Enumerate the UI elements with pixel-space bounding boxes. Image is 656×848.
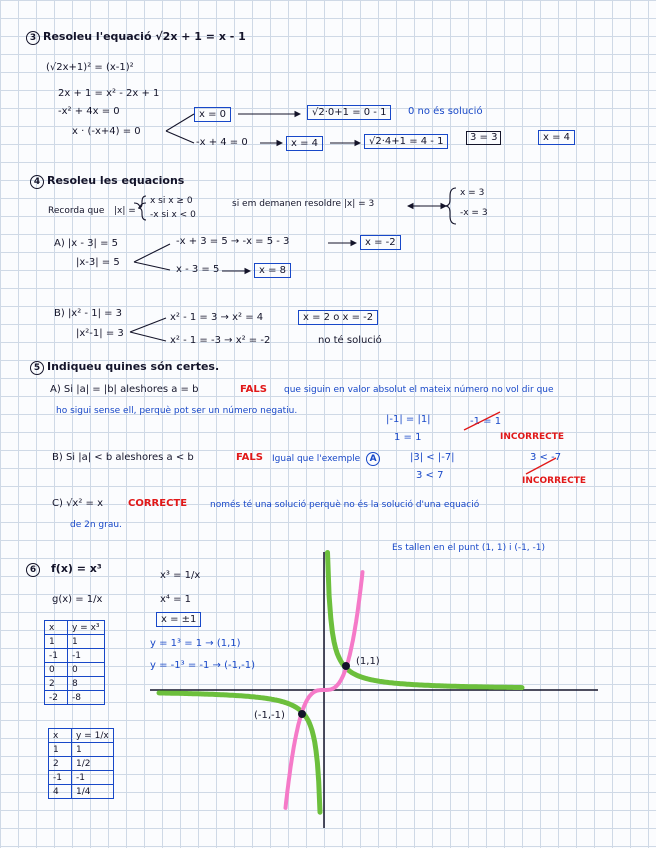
statement-a-verdict: FALS bbox=[240, 384, 267, 395]
abs-example: si em demanen resoldre |x| = 3 bbox=[232, 199, 375, 209]
check-x4-box: √2·4+1 = 4 - 1 bbox=[364, 134, 448, 149]
point-label-positive: (1,1) bbox=[356, 656, 380, 667]
table-cell: 1 bbox=[72, 743, 114, 757]
table-cell: -1 bbox=[68, 649, 105, 663]
step-simplify: -x² + 4x = 0 bbox=[58, 106, 120, 117]
recall-label: Recorda que bbox=[48, 206, 105, 216]
branch-line-up bbox=[134, 244, 170, 262]
table-cell: 1/2 bbox=[72, 757, 114, 771]
red-strikes bbox=[464, 412, 556, 474]
branch-line-down bbox=[134, 262, 170, 270]
statement-c-verdict: CORRECTE bbox=[128, 498, 188, 509]
table-header-cell: x bbox=[49, 729, 72, 743]
example-b-2: 3 < 7 bbox=[416, 470, 444, 481]
part-a-solution-2: x = 8 bbox=[254, 263, 291, 278]
statement-b: B) Si |a| < b aleshores a < b bbox=[52, 452, 194, 463]
statement-c: C) √x² = x bbox=[52, 498, 104, 509]
branch-line-down bbox=[166, 131, 194, 143]
step-square: (√2x+1)² = (x-1)² bbox=[46, 62, 134, 73]
problem-number-6: 6 bbox=[26, 563, 40, 577]
example-b-3: 3 < -7 bbox=[530, 452, 562, 463]
intersection-point-positive bbox=[342, 662, 350, 670]
problem-3-arrows bbox=[166, 114, 360, 143]
table-cell: 1 bbox=[49, 743, 72, 757]
problem-5-title-text: Indiqueu quines són certes. bbox=[47, 360, 220, 373]
branch-line-up bbox=[166, 114, 194, 131]
part-a-restated: |x-3| = 5 bbox=[76, 257, 120, 268]
problem-number-3: 3 bbox=[26, 31, 40, 45]
problem-4-title-text: Resoleu les equacions bbox=[47, 174, 185, 187]
table-cell: -1 bbox=[49, 771, 72, 785]
step-factor: x · (-x+4) = 0 bbox=[72, 126, 141, 137]
example-b-1: |3| < |-7| bbox=[410, 452, 455, 463]
part-a-branch-1: -x + 3 = 5 → -x = 5 - 3 bbox=[176, 236, 290, 247]
incorrect-label-b: INCORRECTE bbox=[522, 476, 587, 486]
intersect-step-1: x³ = 1/x bbox=[160, 570, 201, 581]
check-x0-box: √2·0+1 = 0 - 1 bbox=[307, 105, 391, 120]
statement-a: A) Si |a| = |b| aleshores a = b bbox=[50, 384, 199, 395]
final-solution-box: x = 4 bbox=[538, 130, 575, 145]
abs-result-1: x = 3 bbox=[460, 188, 485, 198]
abs-def-lhs: |x| = bbox=[114, 206, 136, 216]
branch-line-down bbox=[130, 332, 166, 341]
part-a-equation: A) |x - 3| = 5 bbox=[54, 238, 119, 249]
table-cell: -8 bbox=[68, 691, 105, 705]
table-cell: -1 bbox=[72, 771, 114, 785]
function-graph bbox=[150, 552, 598, 828]
statement-a-explanation-1: que siguin en valor absolut el mateix número no vol dir que bbox=[284, 385, 554, 395]
intersect-solution-box: x = ±1 bbox=[156, 612, 201, 627]
incorrect-label-a: INCORRECTE bbox=[500, 432, 565, 442]
table-cell: -2 bbox=[45, 691, 68, 705]
table-cell: 0 bbox=[68, 663, 105, 677]
point-label-negative: (-1,-1) bbox=[254, 710, 285, 721]
strike-b bbox=[526, 458, 556, 474]
example-a-3: -1 = 1 bbox=[470, 416, 502, 427]
function-f: f(x) = x³ bbox=[51, 562, 102, 575]
statement-a-explanation-2: ho sigui sense ell, perquè pot ser un número negatiu. bbox=[56, 406, 298, 416]
branch-linear: -x + 4 = 0 bbox=[196, 137, 248, 148]
part-b-branch-2: x² - 1 = -3 → x² = -2 bbox=[170, 335, 271, 346]
branch-line-up bbox=[130, 318, 166, 332]
example-a-2: 1 = 1 bbox=[394, 432, 422, 443]
abs-case-2: -x si x < 0 bbox=[150, 210, 196, 220]
abs-result-2: -x = 3 bbox=[460, 208, 488, 218]
table-header-cell: x bbox=[45, 621, 68, 635]
intersect-step-2: x⁴ = 1 bbox=[160, 594, 192, 605]
table-cell: 1/4 bbox=[72, 785, 114, 799]
table-header-cell: y = x³ bbox=[68, 621, 105, 635]
problem-4-arrows bbox=[130, 188, 456, 341]
statement-b-explanation-text: Igual que l'exemple bbox=[272, 454, 361, 464]
reciprocal-curve-negative bbox=[159, 693, 320, 812]
not-solution-note: 0 no és solució bbox=[408, 106, 483, 117]
intersection-statement: Es tallen en el punt (1, 1) i (-1, -1) bbox=[392, 543, 546, 553]
example-reference: A bbox=[366, 452, 380, 466]
problem-number-4: 4 bbox=[30, 175, 44, 189]
solution-x0-box: x = 0 bbox=[194, 107, 231, 122]
abs-case-1: x si x ≥ 0 bbox=[150, 196, 193, 206]
part-b-equation: B) |x² - 1| = 3 bbox=[54, 308, 123, 319]
statement-b-verdict: FALS bbox=[236, 452, 263, 463]
intersect-point-1: y = 1³ = 1 → (1,1) bbox=[150, 638, 241, 649]
example-a-1: |-1| = |1| bbox=[386, 414, 431, 425]
table-header-cell: y = 1/x bbox=[72, 729, 114, 743]
table-cell: 2 bbox=[49, 757, 72, 771]
statement-c-explanation-1: només té una solució perquè no és la solució d'una equació bbox=[210, 500, 480, 510]
problem-3-title-text: Resoleu l'equació √2x + 1 = x - 1 bbox=[43, 30, 246, 43]
statement-c-explanation-2: de 2n grau. bbox=[70, 520, 122, 530]
part-b-no-solution: no té solució bbox=[318, 335, 382, 346]
part-a-branch-2: x - 3 = 5 bbox=[176, 264, 220, 275]
strike-a bbox=[464, 412, 500, 430]
table-cell: 1 bbox=[68, 635, 105, 649]
part-b-solution: x = 2 o x = -2 bbox=[298, 310, 378, 325]
intersection-point-negative bbox=[298, 710, 306, 718]
result-brace bbox=[445, 188, 456, 224]
brace bbox=[138, 196, 146, 220]
problem-number-5: 5 bbox=[30, 361, 44, 375]
check-equal-box: 3 = 3 bbox=[466, 131, 501, 145]
table-cell: 0 bbox=[45, 663, 68, 677]
part-b-branch-1: x² - 1 = 3 → x² = 4 bbox=[170, 312, 264, 323]
part-a-solution-1: x = -2 bbox=[360, 235, 401, 250]
solution-x4-box: x = 4 bbox=[286, 136, 323, 151]
intersect-point-2: y = -1³ = -1 → (-1,-1) bbox=[150, 660, 255, 671]
table-cell: 4 bbox=[49, 785, 72, 799]
table-cell: 8 bbox=[68, 677, 105, 691]
function-g: g(x) = 1/x bbox=[52, 594, 103, 605]
table-cell: 1 bbox=[45, 635, 68, 649]
table-cell: -1 bbox=[45, 649, 68, 663]
step-expand: 2x + 1 = x² - 2x + 1 bbox=[58, 88, 160, 99]
table-cell: 2 bbox=[45, 677, 68, 691]
part-b-restated: |x²-1| = 3 bbox=[76, 328, 124, 339]
